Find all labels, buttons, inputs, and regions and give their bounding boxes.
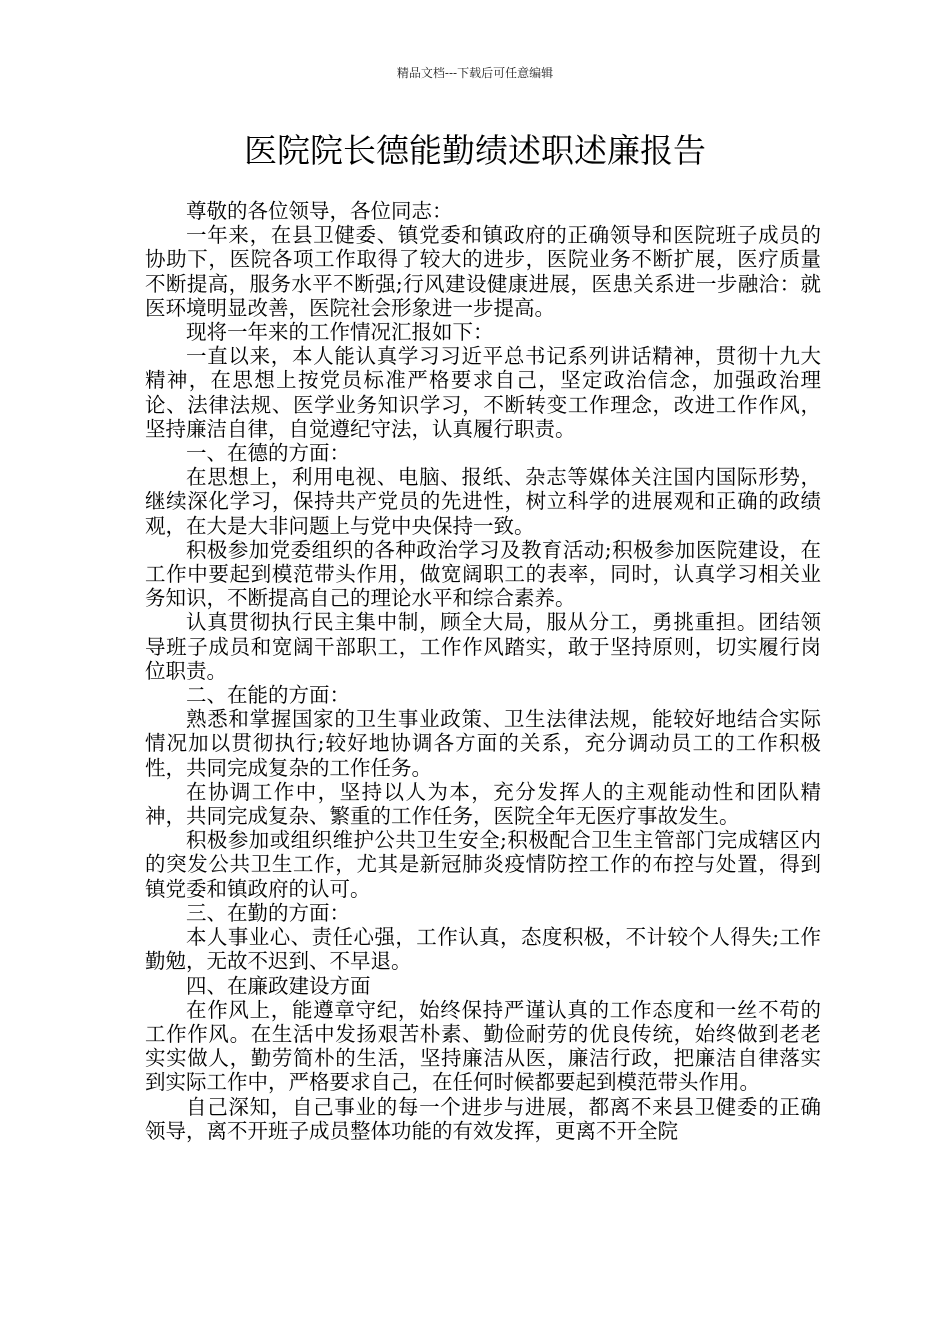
paragraph: 本人事业心、责任心强，工作认真，态度积极，不计较个人得失;工作勤勉，无故不迟到、不早退。: [145, 925, 821, 974]
paragraph: 自己深知，自己事业的每一个进步与进展，都离不来县卫健委的正确领导，离不开班子成员整体功能的有效发挥，更离不开全院: [145, 1094, 821, 1143]
section-heading: 三、在勤的方面：: [186, 900, 350, 925]
document-title: 医院院长德能勤绩述职述廉报告: [244, 131, 706, 170]
section-heading: 二、在能的方面：: [186, 683, 350, 708]
paragraph: 在作风上，能遵章守纪，始终保持严谨认真的工作态度和一丝不苟的工作作风。在生活中发扬艰苦朴素、勤俭耐劳的优良传统，始终做到老老实实做人，勤劳简朴的生活，坚持廉洁从医，廉洁行政，把廉洁自律落实到实际工作中，严格要求自己，在任何时候都要起到模范带头作用。: [145, 997, 821, 1095]
section-heading: 四、在廉政建设方面: [186, 973, 371, 998]
section-heading: 一、在德的方面：: [186, 441, 350, 466]
paragraph: 现将一年来的工作情况汇报如下：: [186, 320, 494, 345]
paragraph: 积极参加或组织维护公共卫生安全;积极配合卫生主管部门完成辖区内的突发公共卫生工作，尤其是新冠肺炎疫情防控工作的布控与处置，得到镇党委和镇政府的认可。: [145, 828, 821, 901]
paragraph: 积极参加党委组织的各种政治学习及教育活动;积极参加医院建设，在工作中要起到模范带头作用，做宽阔职工的表率，同时，认真学习相关业务知识，不断提高自己的理论水平和综合素养。: [145, 537, 821, 611]
header-note: 精品文档---下载后可任意编辑: [396, 66, 554, 80]
paragraph: 在协调工作中，坚持以人为本，充分发挥人的主观能动性和团队精神，共同完成复杂、繁重的工作任务，医院全年无医疗事故发生。: [145, 779, 821, 829]
paragraph: 一年来，在县卫健委、镇党委和镇政府的正确领导和医院班子成员的协助下，医院各项工作取得了较大的进步，医院业务不断扩展，医疗质量不断提高，服务水平不断强;行风建设健康进展，医患关系进一步融洽：就医环境明显改善，医院社会形象进一步提高。: [145, 223, 821, 320]
document-body: [145, 199, 821, 1143]
paragraph-salutation: 尊敬的各位领导，各位同志：: [186, 199, 453, 223]
paragraph: 在思想上，利用电视、电脑、报纸、杂志等媒体关注国内国际形势，继续深化学习，保持共产党员的先进性，树立科学的进展观和正确的政绩观，在大是大非问题上与党中央保持一致。: [145, 465, 821, 538]
paragraph: 熟悉和掌握国家的卫生事业政策、卫生法律法规，能较好地结合实际情况加以贯彻执行;较好地协调各方面的关系，充分调动员工的工作积极性，共同完成复杂的工作任务。: [145, 707, 821, 780]
paragraph: 认真贯彻执行民主集中制，顾全大局，服从分工，勇挑重担。团结领导班子成员和宽阔干部职工，工作作风踏实，敢于坚持原则，切实履行岗位职责。: [145, 610, 821, 683]
paragraph: 一直以来，本人能认真学习习近平总书记系列讲话精神，贯彻十九大精神，在思想上按党员标准严格要求自己，坚定政治信念，加强政治理论、法律法规、医学业务知识学习，不断转变工作理念，改进工作作风，坚持廉洁自律，自觉遵纪守法，认真履行职责。: [145, 344, 821, 441]
